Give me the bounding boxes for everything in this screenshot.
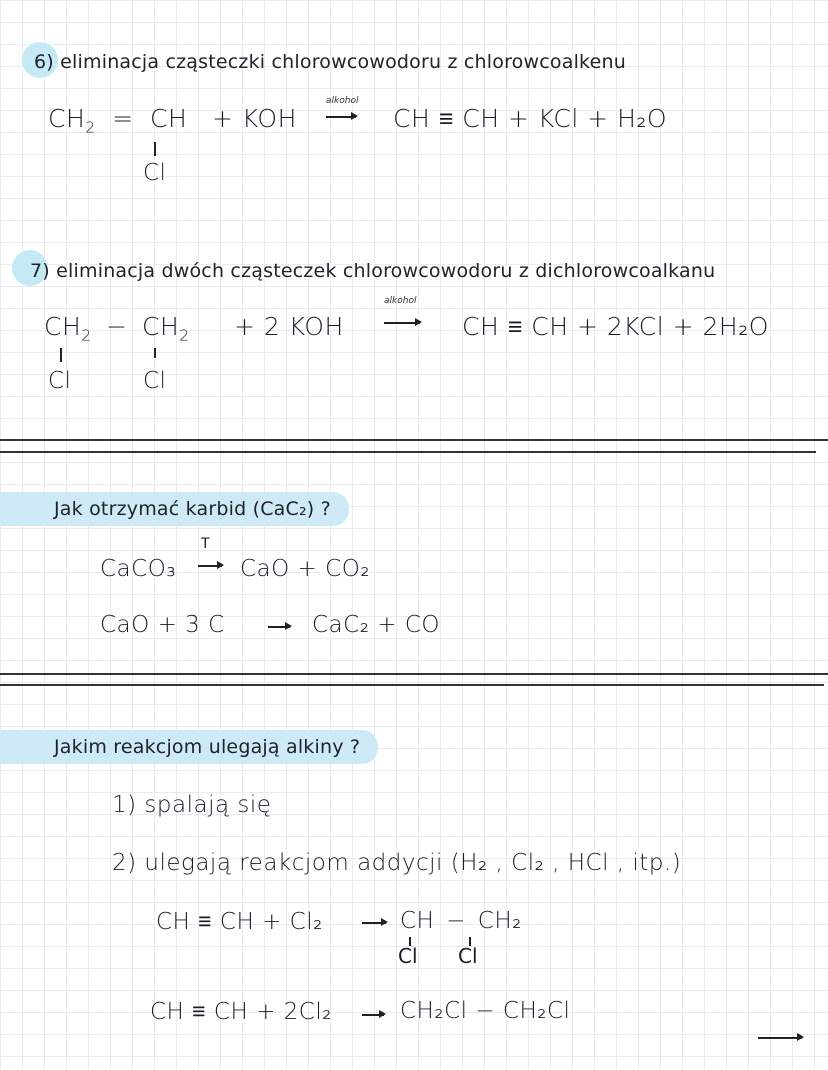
reaction-6-reactant: $CH_2$ = CH <box>48 104 188 137</box>
carbide-eq1-right: CaO + CO₂ <box>240 556 371 582</box>
alkynes-eq1-sub-a: Cl <box>398 944 418 968</box>
alkynes-eq1-left: CH ≡ CH + Cl₂ <box>156 909 323 935</box>
alkynes-item-1: 1) spalają się <box>112 792 272 818</box>
next-page-arrow-icon[interactable] <box>758 1037 802 1039</box>
alkynes-eq1-right: CH − CH₂ <box>400 908 522 934</box>
bond-line <box>60 348 62 362</box>
alkynes-eq1-sub-b: Cl <box>458 944 478 968</box>
reaction-7-substituent-b: Cl <box>143 368 167 394</box>
divider <box>0 451 816 453</box>
carbide-heading: Jak otrzymać karbid (CaC₂) ? <box>0 492 349 526</box>
section-6-number: 6) <box>34 51 54 73</box>
alkynes-heading: Jakim reakcjom ulegają alkiny ? <box>0 730 378 764</box>
carbide-eq1-arrow <box>198 565 222 567</box>
bond-line <box>154 348 156 358</box>
alkynes-eq2-arrow <box>362 1014 384 1016</box>
bond-line <box>154 142 156 156</box>
reaction-6-products: CH ≡ CH + KCl + H₂O <box>393 104 668 133</box>
alkynes-item-2: 2) ulegają reakcjom addycji (H₂ , Cl₂ , HCl , itp.) <box>112 850 682 876</box>
section-7-heading <box>16 254 733 288</box>
reaction-6-reagent: + KOH <box>212 104 297 133</box>
reaction-7-arrow <box>384 322 420 324</box>
alkynes-eq1-arrow <box>362 922 386 924</box>
divider <box>0 673 828 675</box>
carbide-eq2-arrow <box>268 626 290 628</box>
carbide-eq2-left: CaO + 3 C <box>100 612 225 638</box>
section-6-heading <box>20 45 644 79</box>
divider <box>0 439 828 441</box>
carbide-eq1-condition: T <box>201 536 210 552</box>
reaction-7-condition: alkohol <box>384 296 417 306</box>
carbide-eq2-right: CaC₂ + CO <box>312 612 440 638</box>
reaction-6-condition: alkohol <box>326 96 359 106</box>
divider <box>0 684 824 686</box>
reaction-7-reactant: $CH_2 - CH_2$ <box>44 312 190 345</box>
reaction-6-arrow <box>326 116 356 118</box>
reaction-6-substituent: Cl <box>143 160 167 186</box>
reaction-7-reagent: + 2 KOH <box>234 312 344 341</box>
carbide-eq1-left: CaCO₃ <box>100 556 177 582</box>
section-7-number: 7) <box>30 260 50 282</box>
section-7-title: eliminacja dwóch cząsteczek chlorowcowodoru z dichlorowcoalkanu <box>56 260 716 282</box>
alkynes-eq2-right: CH₂Cl − CH₂Cl <box>400 998 571 1024</box>
alkynes-eq2-left: CH ≡ CH + 2Cl₂ <box>150 999 332 1025</box>
reaction-7-substituent-a: Cl <box>48 368 72 394</box>
reaction-7-products: CH ≡ CH + 2KCl + 2H₂O <box>462 312 769 341</box>
section-6-title: eliminacja cząsteczki chlorowcowodoru z chlorowcoalkenu <box>60 51 626 73</box>
